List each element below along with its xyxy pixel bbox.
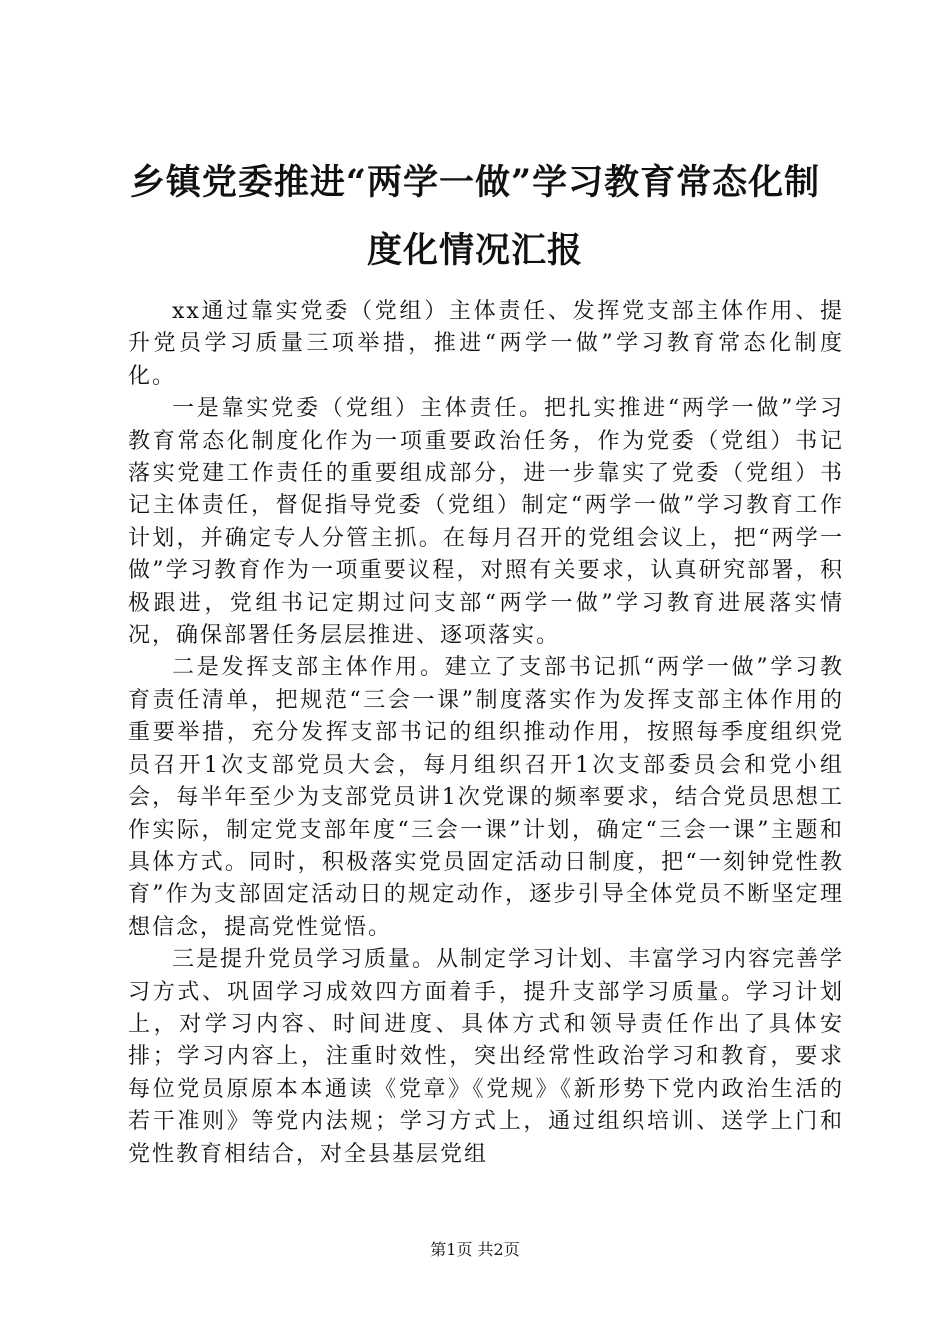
paragraph-intro: xx通过靠实党委（党组）主体责任、发挥党支部主体作用、提升党员学习质量三项举措，推进“两学一做”学习教育常态化制度化。 [128, 299, 844, 389]
paragraph-three: 三是提升党员学习质量。从制定学习计划、丰富学习内容完善学习方式、巩固学习成效四方面着手，提升支部学习质量。学习计划上，对学习内容、时间进度、具体方式和领导责任作出了具体安排；学习内容上，注重时效性，突出经常性政治学习和教育，要求每位党员原原本本通读《党章》《党规》《新形势下党内政治生活的若干准则》等党内法规；学习方式上，通过组织培训、送学上门和党性教育相结合，对全县基层党组 [128, 947, 845, 1167]
page-number-footer: 第1页 共2页 [430, 1240, 520, 1259]
document-title-line-1: 乡镇党委推进“两学一做”学习教育常态化制 [129, 162, 821, 203]
paragraph-two: 二是发挥支部主体作用。建立了支部书记抓“两学一做”学习教育责任清单，把规范“三会一课”制度落实作为发挥支部主体作用的重要举措，充分发挥支部书记的组织推动作用，按照每季度组织党员召开1次支部党员大会，每月组织召开1次支部委员会和党小组会，每半年至少为支部党员讲1次党课的频率要求，结合党员思想工作实际，制定党支部年度“三会一课”计划，确定“三会一课”主题和具体方式。同时，积极落实党员固定活动日制度，把“一刻钟党性教育”作为支部固定活动日的规定动作，逐步引导全体党员不断坚定理想信念，提高党性觉悟。 [128, 655, 844, 940]
paragraph-one: 一是靠实党委（党组）主体责任。把扎实推进“两学一做”学习教育常态化制度化作为一项重要政治任务，作为党委（党组）书记落实党建工作责任的重要组成部分，进一步靠实了党委（党组）书记主体责任，督促指导党委（党组）制定“两学一做”学习教育工作计划，并确定专人分管主抓。在每月召开的党组会议上，把“两学一做”学习教育作为一项重要议程，对照有关要求，认真研究部署，积极跟进，党组书记定期过问支部“两学一做”学习教育进展落实情况，确保部署任务层层推进、逐项落实。 [128, 396, 844, 649]
document-body [128, 296, 844, 1171]
document-title-line-2: 度化情况汇报 [366, 230, 583, 271]
